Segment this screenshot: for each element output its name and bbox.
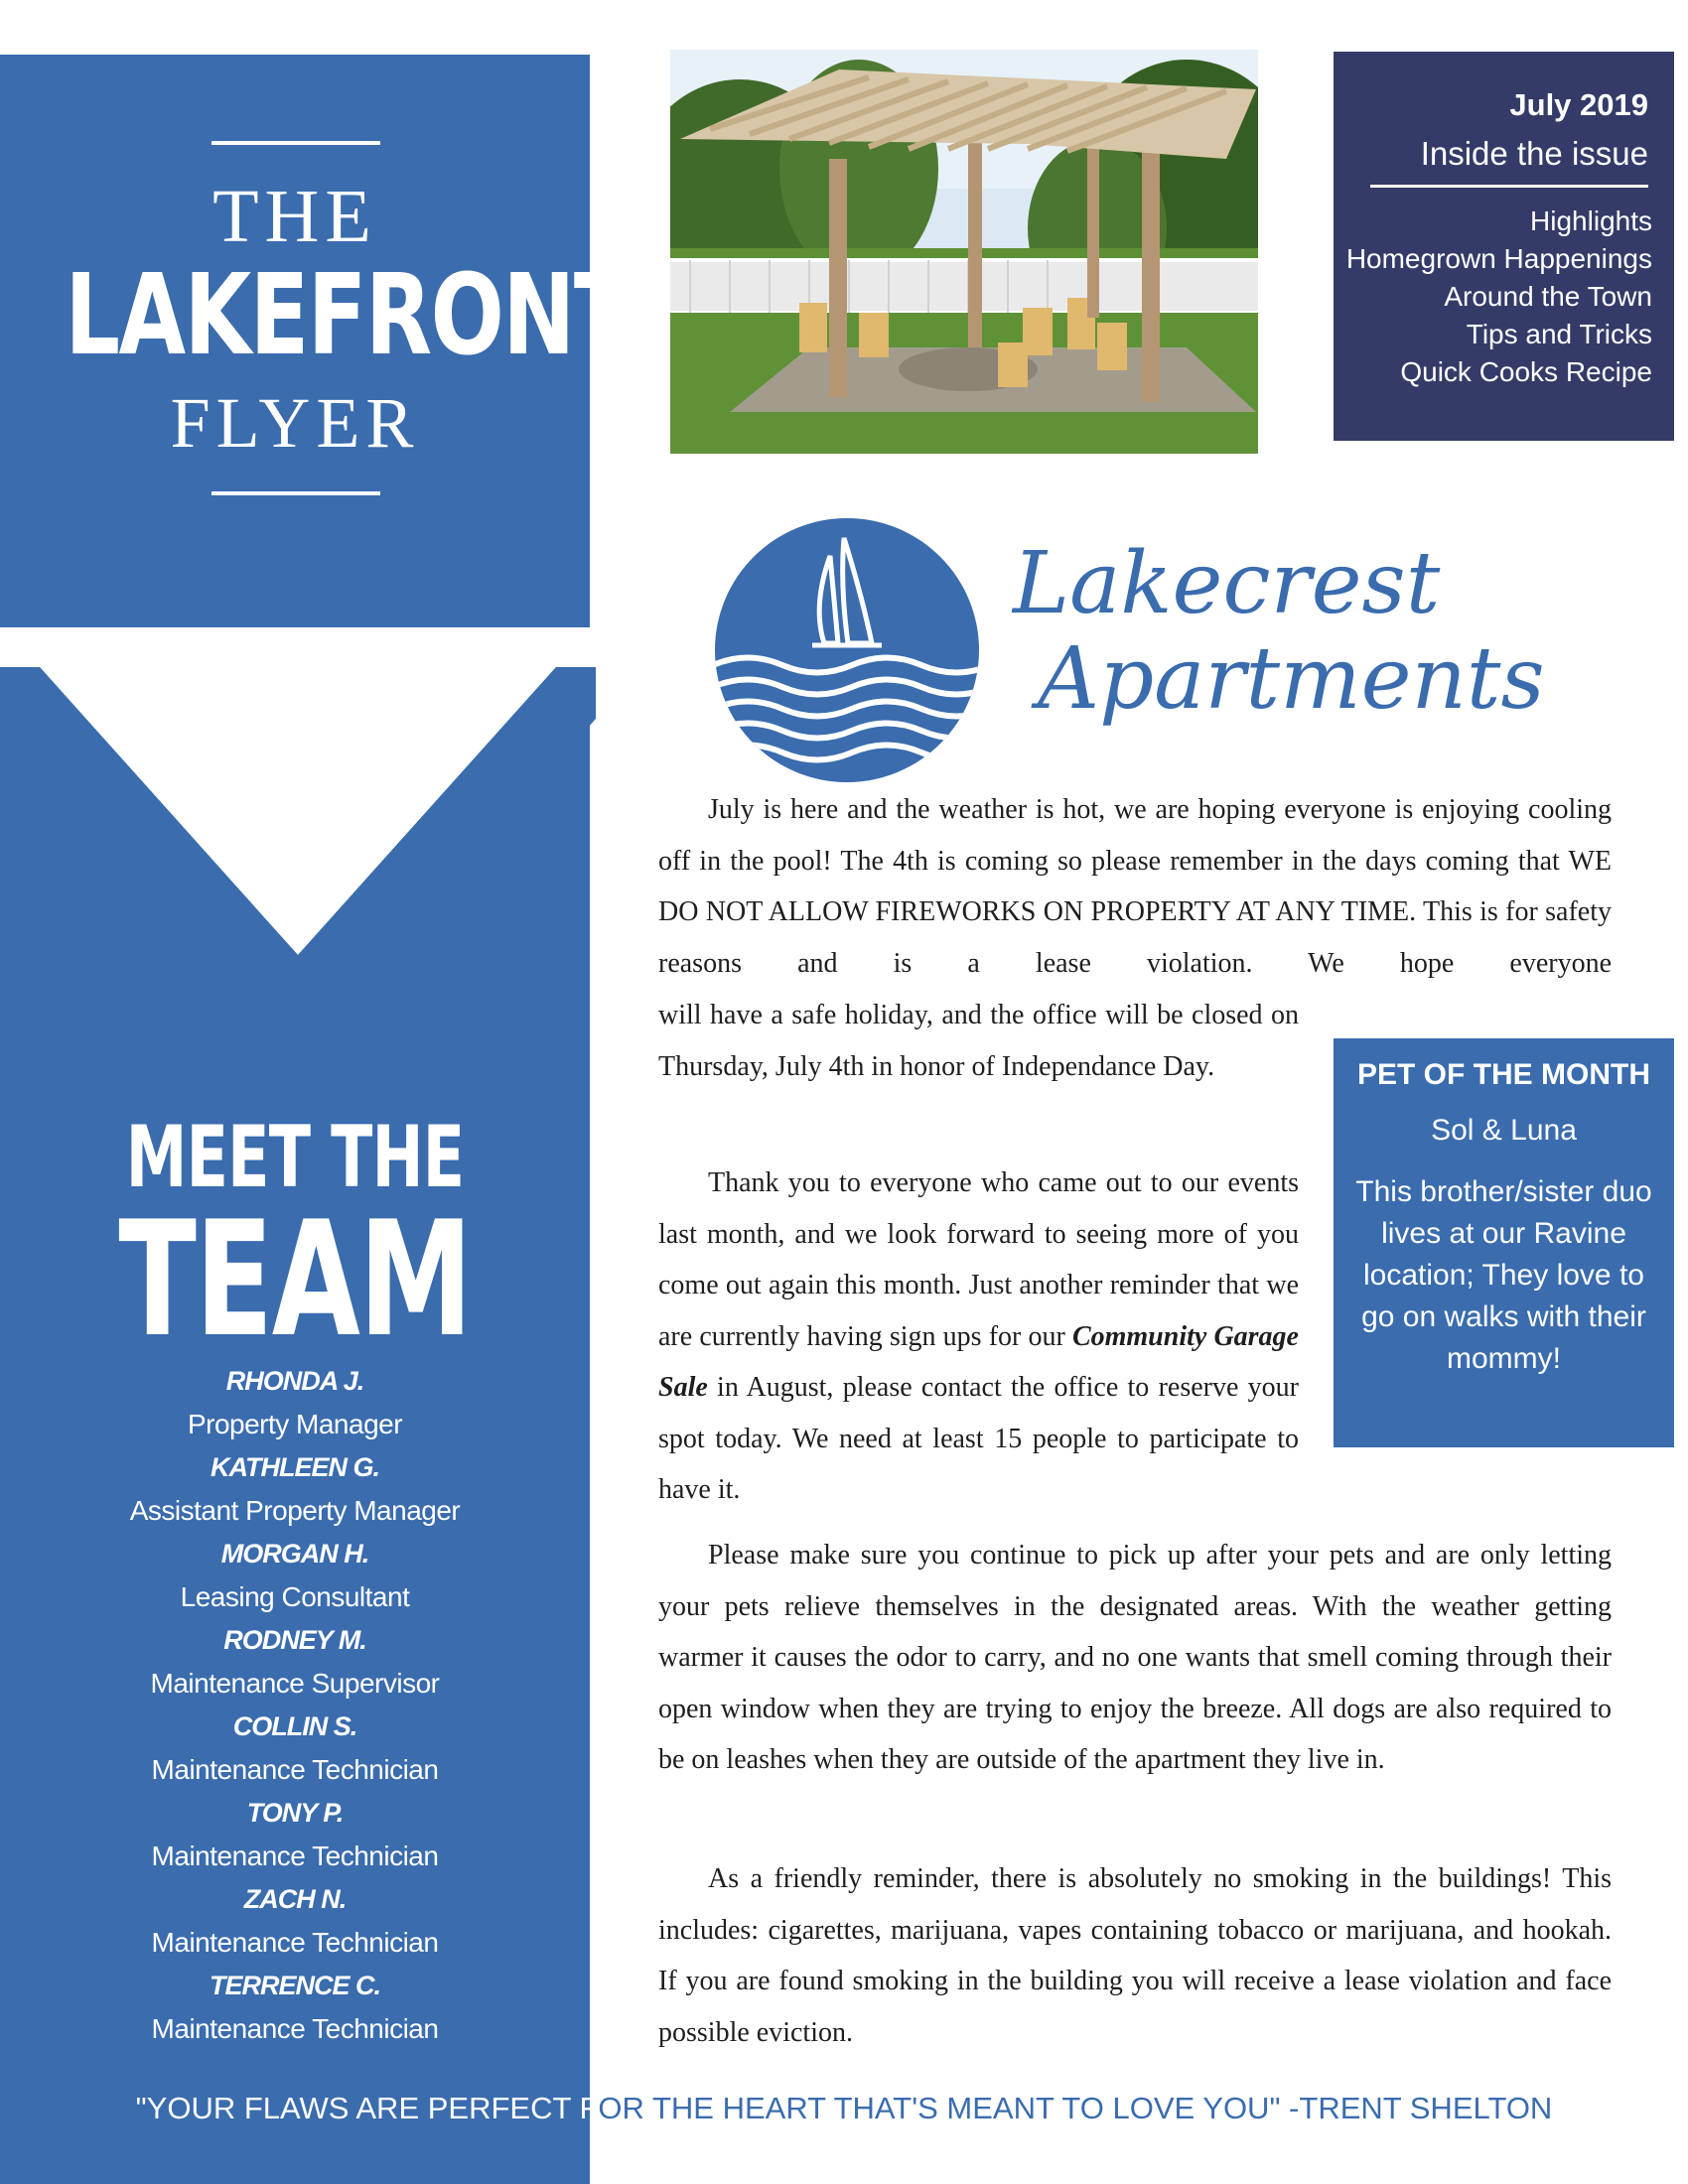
staff-list — [0, 1360, 590, 2051]
issue-item: Tips and Tricks — [1466, 319, 1652, 349]
staff-name: RODNEY M. — [223, 1625, 366, 1655]
article-paragraph-2 — [658, 1158, 1299, 1516]
staff-role: Leasing Consultant — [180, 1581, 410, 1612]
staff-role: Property Manager — [187, 1409, 403, 1439]
article-paragraph-3 — [658, 1530, 1612, 1786]
footer-quote — [0, 2089, 1688, 2128]
pet-description: This brother/sister duo lives at our Ravine location; They love to go on walks with their mommy! — [1355, 1175, 1652, 1375]
issue-item: Around the Town — [1444, 281, 1652, 312]
issue-contents-list — [1346, 203, 1652, 391]
staff-name: ZACH N. — [243, 1884, 347, 1914]
issue-item: Quick Cooks Recipe — [1400, 356, 1652, 387]
paragraph-text-start: Thank you to everyone who came out to our events last month, and we look forward to seeing more of you come out again this month. Just another reminder that we are currently having sign ups for our — [658, 1167, 1299, 1352]
pet-title: PET OF THE MONTH — [1357, 1058, 1650, 1091]
staff-name: RHONDA J. — [225, 1366, 364, 1396]
paragraph-text: will have a safe holiday, and the office will be closed on Thursday, July 4th in honor of Independance Day. — [658, 1000, 1299, 1082]
staff-name: MORGAN H. — [220, 1539, 369, 1569]
staff-role: Maintenance Technician — [151, 1841, 439, 1871]
sailboat-waves-icon — [713, 516, 981, 784]
pet-name: Sol & Luna — [1431, 1114, 1577, 1147]
masthead-lakefront: LAKEFRONT — [65, 251, 632, 380]
pet-of-the-month-box — [1334, 1038, 1674, 1447]
staff-name: KATHLEEN G. — [211, 1452, 379, 1482]
pergola-photo — [670, 50, 1258, 454]
staff-role: Maintenance Technician — [151, 1927, 439, 1958]
quote-part-2: OR THE HEART THAT'S MEANT TO LOVE YOU" -TRENT SHELTON — [598, 2091, 1553, 2125]
staff-role: Maintenance Supervisor — [150, 1668, 440, 1699]
issue-item: Homegrown Happenings — [1345, 243, 1652, 274]
issue-subtitle: Inside the issue — [1420, 135, 1648, 172]
issue-item: Highlights — [1530, 205, 1652, 236]
masthead-top-rule — [211, 141, 380, 145]
paragraph-text-end: in August, please contact the office to reserve your spot today. We need at least 15 people to participate to have it. — [658, 1372, 1299, 1505]
article-paragraph-4 — [658, 1853, 1612, 2058]
staff-name: COLLIN S. — [232, 1711, 357, 1741]
garage-sale-emphasis: Community Garage Sale — [658, 1320, 1299, 1403]
staff-name: TONY P. — [246, 1798, 344, 1828]
team-heading-line1: MEET THE — [125, 1108, 465, 1207]
staff-role: Maintenance Technician — [151, 2013, 439, 2044]
masthead-bottom-rule — [211, 491, 380, 495]
staff-name: TERRENCE C. — [209, 1971, 380, 2000]
paragraph-text — [658, 1158, 1299, 1516]
issue-date: July 2019 — [1509, 87, 1648, 122]
logo-name-line2: Apartments — [1038, 629, 1545, 729]
logo-wordmark — [1013, 536, 1545, 727]
article-paragraph-1b — [658, 990, 1299, 1092]
meet-the-team-heading — [0, 1108, 590, 1372]
quote-part-1: "YOUR FLAWS ARE PERFECT F — [135, 2091, 599, 2125]
masthead-flyer: FLYER — [170, 383, 420, 463]
staff-role: Assistant Property Manager — [129, 1495, 461, 1526]
paragraph-text: As a friendly reminder, there is absolutely no smoking in the buildings! This includes: cigarettes, marijuana, vapes containing tobacco or marijuana, and hookah. If you are found smoking in the building you will receive a lease violation and face possible eviction. — [658, 1863, 1612, 2048]
logo-name-line1: Lakecrest — [1013, 534, 1441, 633]
chevron-decoration — [0, 667, 596, 1044]
masthead-divider-gap — [0, 627, 590, 667]
paragraph-text: July is here and the weather is hot, we are hoping everyone is enjoying cooling off in the pool! The 4th is coming so please remember in the days coming that WE DO NOT ALLOW FIREWORKS ON PROPERTY AT ANY TIME. This is for safety reasons and is a lease violation. We hope everyone — [658, 794, 1612, 979]
inside-issue-box — [1334, 52, 1674, 441]
paragraph-text: Please make sure you continue to pick up after your pets and are only letting your pets relieve themselves in the designated areas. With the weather getting warmer it causes the odor to carry, and no one wants that smell coming through their open window when they are trying to enjoy the breeze. All dogs are also required to be on leashes when they are outside of the apartment they live in. — [658, 1540, 1612, 1775]
article-paragraph-1a — [658, 784, 1612, 989]
team-heading-line2: TEAM — [118, 1186, 472, 1372]
masthead-the: THE — [212, 175, 377, 258]
issue-divider — [1370, 185, 1648, 188]
staff-role: Maintenance Technician — [151, 1754, 439, 1785]
